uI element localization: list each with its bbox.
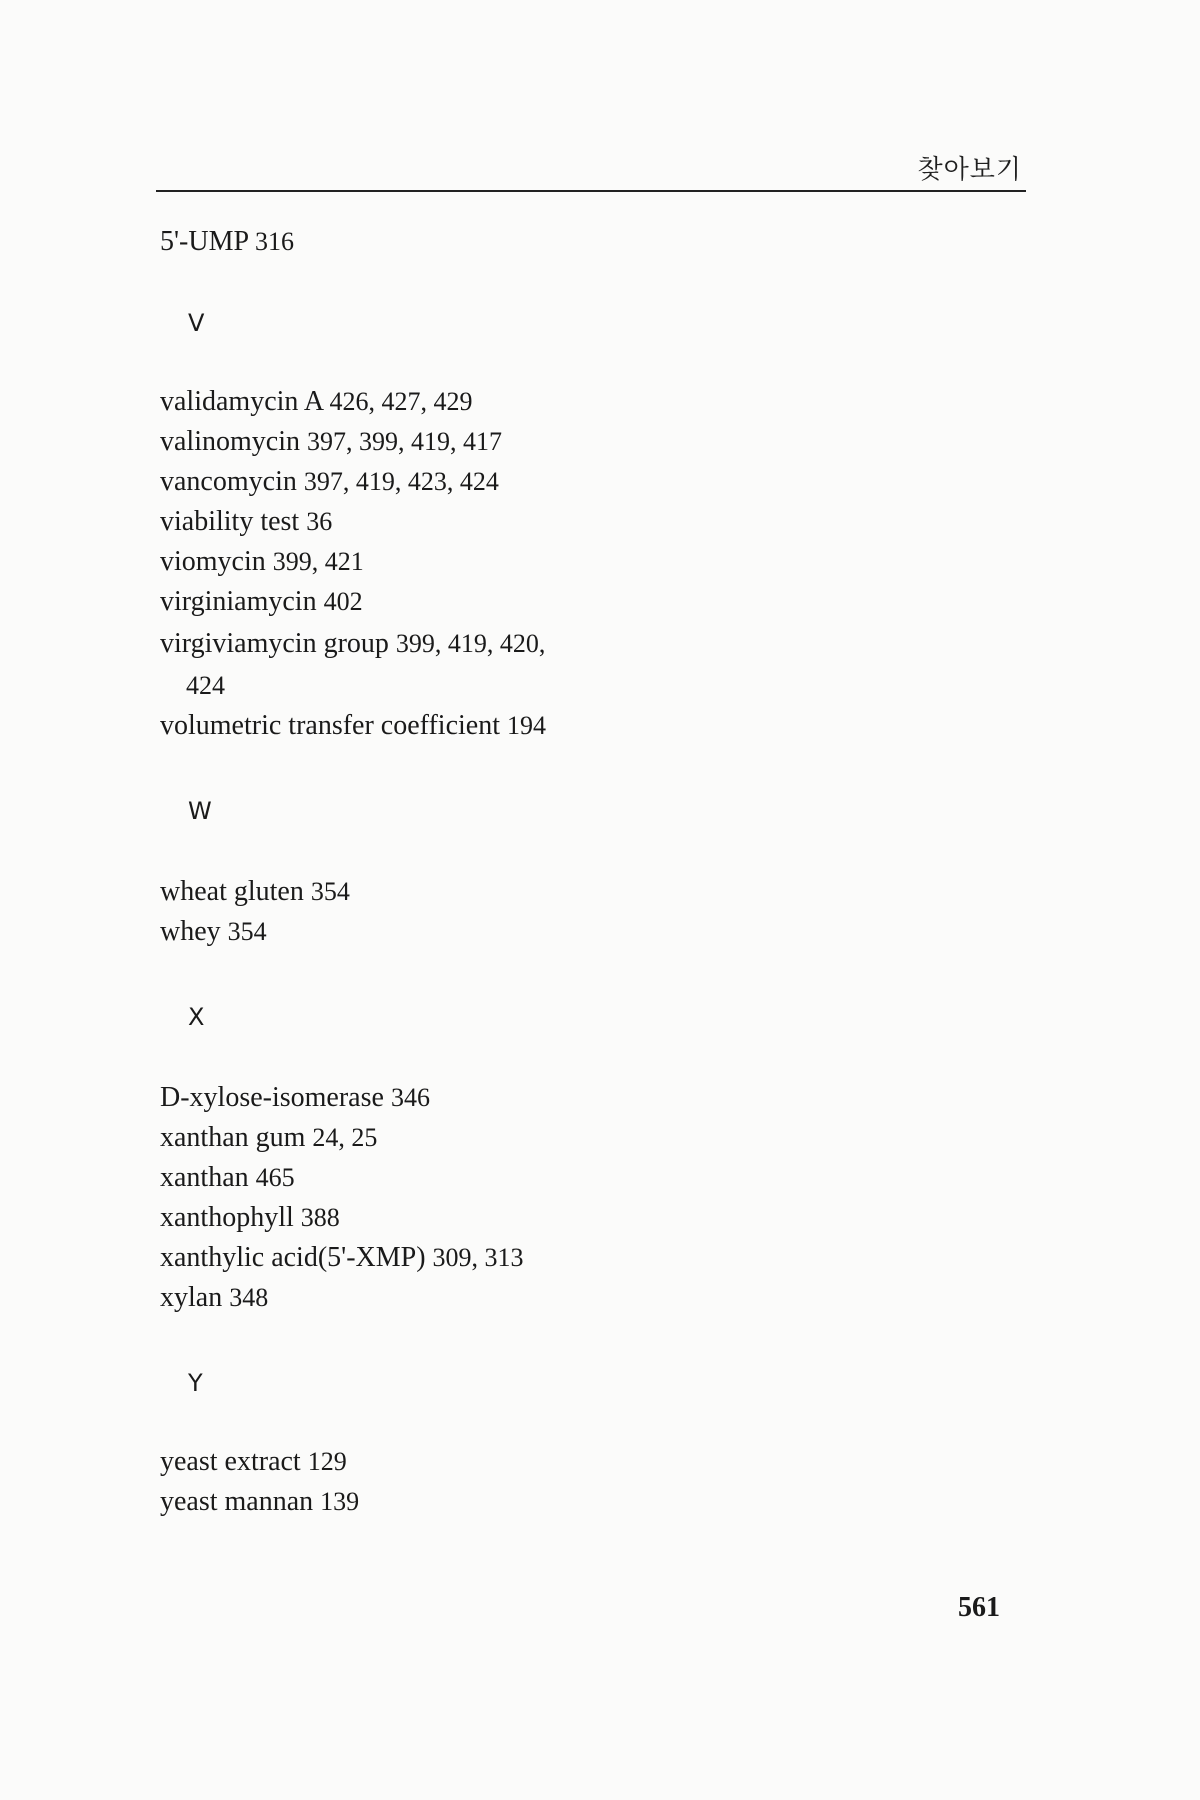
entry-pages: 139 xyxy=(320,1487,360,1516)
entry-pages: 194 xyxy=(507,711,546,740)
running-header xyxy=(156,142,1026,192)
entry-pages: 424 xyxy=(186,671,225,700)
entry-pages: 402 xyxy=(323,587,363,616)
section-letter-v: V xyxy=(188,309,205,337)
entry-pages: 346 xyxy=(390,1083,430,1112)
entry-term: validamycin A xyxy=(160,386,323,417)
entry-pages: 426, 427, 429 xyxy=(329,387,473,416)
entry-pages: 465 xyxy=(255,1163,295,1192)
entry-pages: 354 xyxy=(227,917,267,946)
entry-term: xanthylic acid(5'-XMP) xyxy=(160,1242,426,1273)
entry-term: volumetric transfer coefficient xyxy=(160,710,500,741)
page-number: 561 xyxy=(958,1592,1000,1623)
entry-term: viomycin xyxy=(160,546,266,577)
index-entry xyxy=(160,224,294,260)
entry-term: D-xylose-isomerase xyxy=(160,1082,384,1113)
entry-term: yeast mannan xyxy=(160,1486,314,1517)
index-entry xyxy=(160,626,545,662)
section-letter-x: X xyxy=(188,1003,205,1031)
entry-pages: 388 xyxy=(300,1203,340,1232)
index-entry xyxy=(160,874,350,910)
entry-term: xanthan xyxy=(160,1162,249,1193)
entry-pages: 316 xyxy=(255,227,295,256)
index-entry xyxy=(160,1240,524,1276)
entry-term: xylan xyxy=(160,1282,223,1313)
section-letter-y: Y xyxy=(188,1369,203,1397)
entry-pages: 36 xyxy=(306,507,333,536)
entry-pages: 399, 421 xyxy=(272,547,364,576)
entry-term: wheat gluten xyxy=(160,876,304,907)
index-entry-continuation xyxy=(186,668,225,704)
entry-pages: 354 xyxy=(310,877,350,906)
index-entry xyxy=(160,914,267,950)
index-entry xyxy=(160,1484,359,1520)
index-entry xyxy=(160,544,364,580)
index-entry xyxy=(160,1120,377,1156)
entry-pages: 24, 25 xyxy=(312,1123,378,1152)
index-entry xyxy=(160,1200,340,1236)
index-entry xyxy=(160,384,473,420)
section-letter-w: W xyxy=(188,797,212,825)
index-entry xyxy=(160,708,546,744)
index-entry xyxy=(160,1160,295,1196)
entry-pages: 348 xyxy=(229,1283,269,1312)
index-entry xyxy=(160,1444,347,1480)
index-entry xyxy=(160,464,499,500)
entry-term: xanthophyll xyxy=(160,1202,294,1233)
entry-term: valinomycin xyxy=(160,426,300,457)
entry-pages: 397, 419, 423, 424 xyxy=(303,467,499,496)
index-entry xyxy=(160,584,363,620)
entry-term: yeast extract xyxy=(160,1446,301,1477)
entry-term: virgiviamycin group xyxy=(160,628,389,659)
entry-term: viability test xyxy=(160,506,300,537)
index-entry xyxy=(160,424,502,460)
entry-pages: 399, 419, 420, xyxy=(395,629,546,658)
entry-term: whey xyxy=(160,916,221,947)
header-title: 찾아보기 xyxy=(917,155,1022,185)
index-entry xyxy=(160,1080,430,1116)
entry-term: 5'-UMP xyxy=(160,226,249,257)
entry-term: virginiamycin xyxy=(160,586,317,617)
entry-pages: 397, 399, 419, 417 xyxy=(306,427,502,456)
entry-term: xanthan gum xyxy=(160,1122,306,1153)
entry-term: vancomycin xyxy=(160,466,297,497)
entry-pages: 309, 313 xyxy=(432,1243,524,1272)
entry-pages: 129 xyxy=(307,1447,347,1476)
index-entry xyxy=(160,504,332,540)
index-entry xyxy=(160,1280,268,1316)
